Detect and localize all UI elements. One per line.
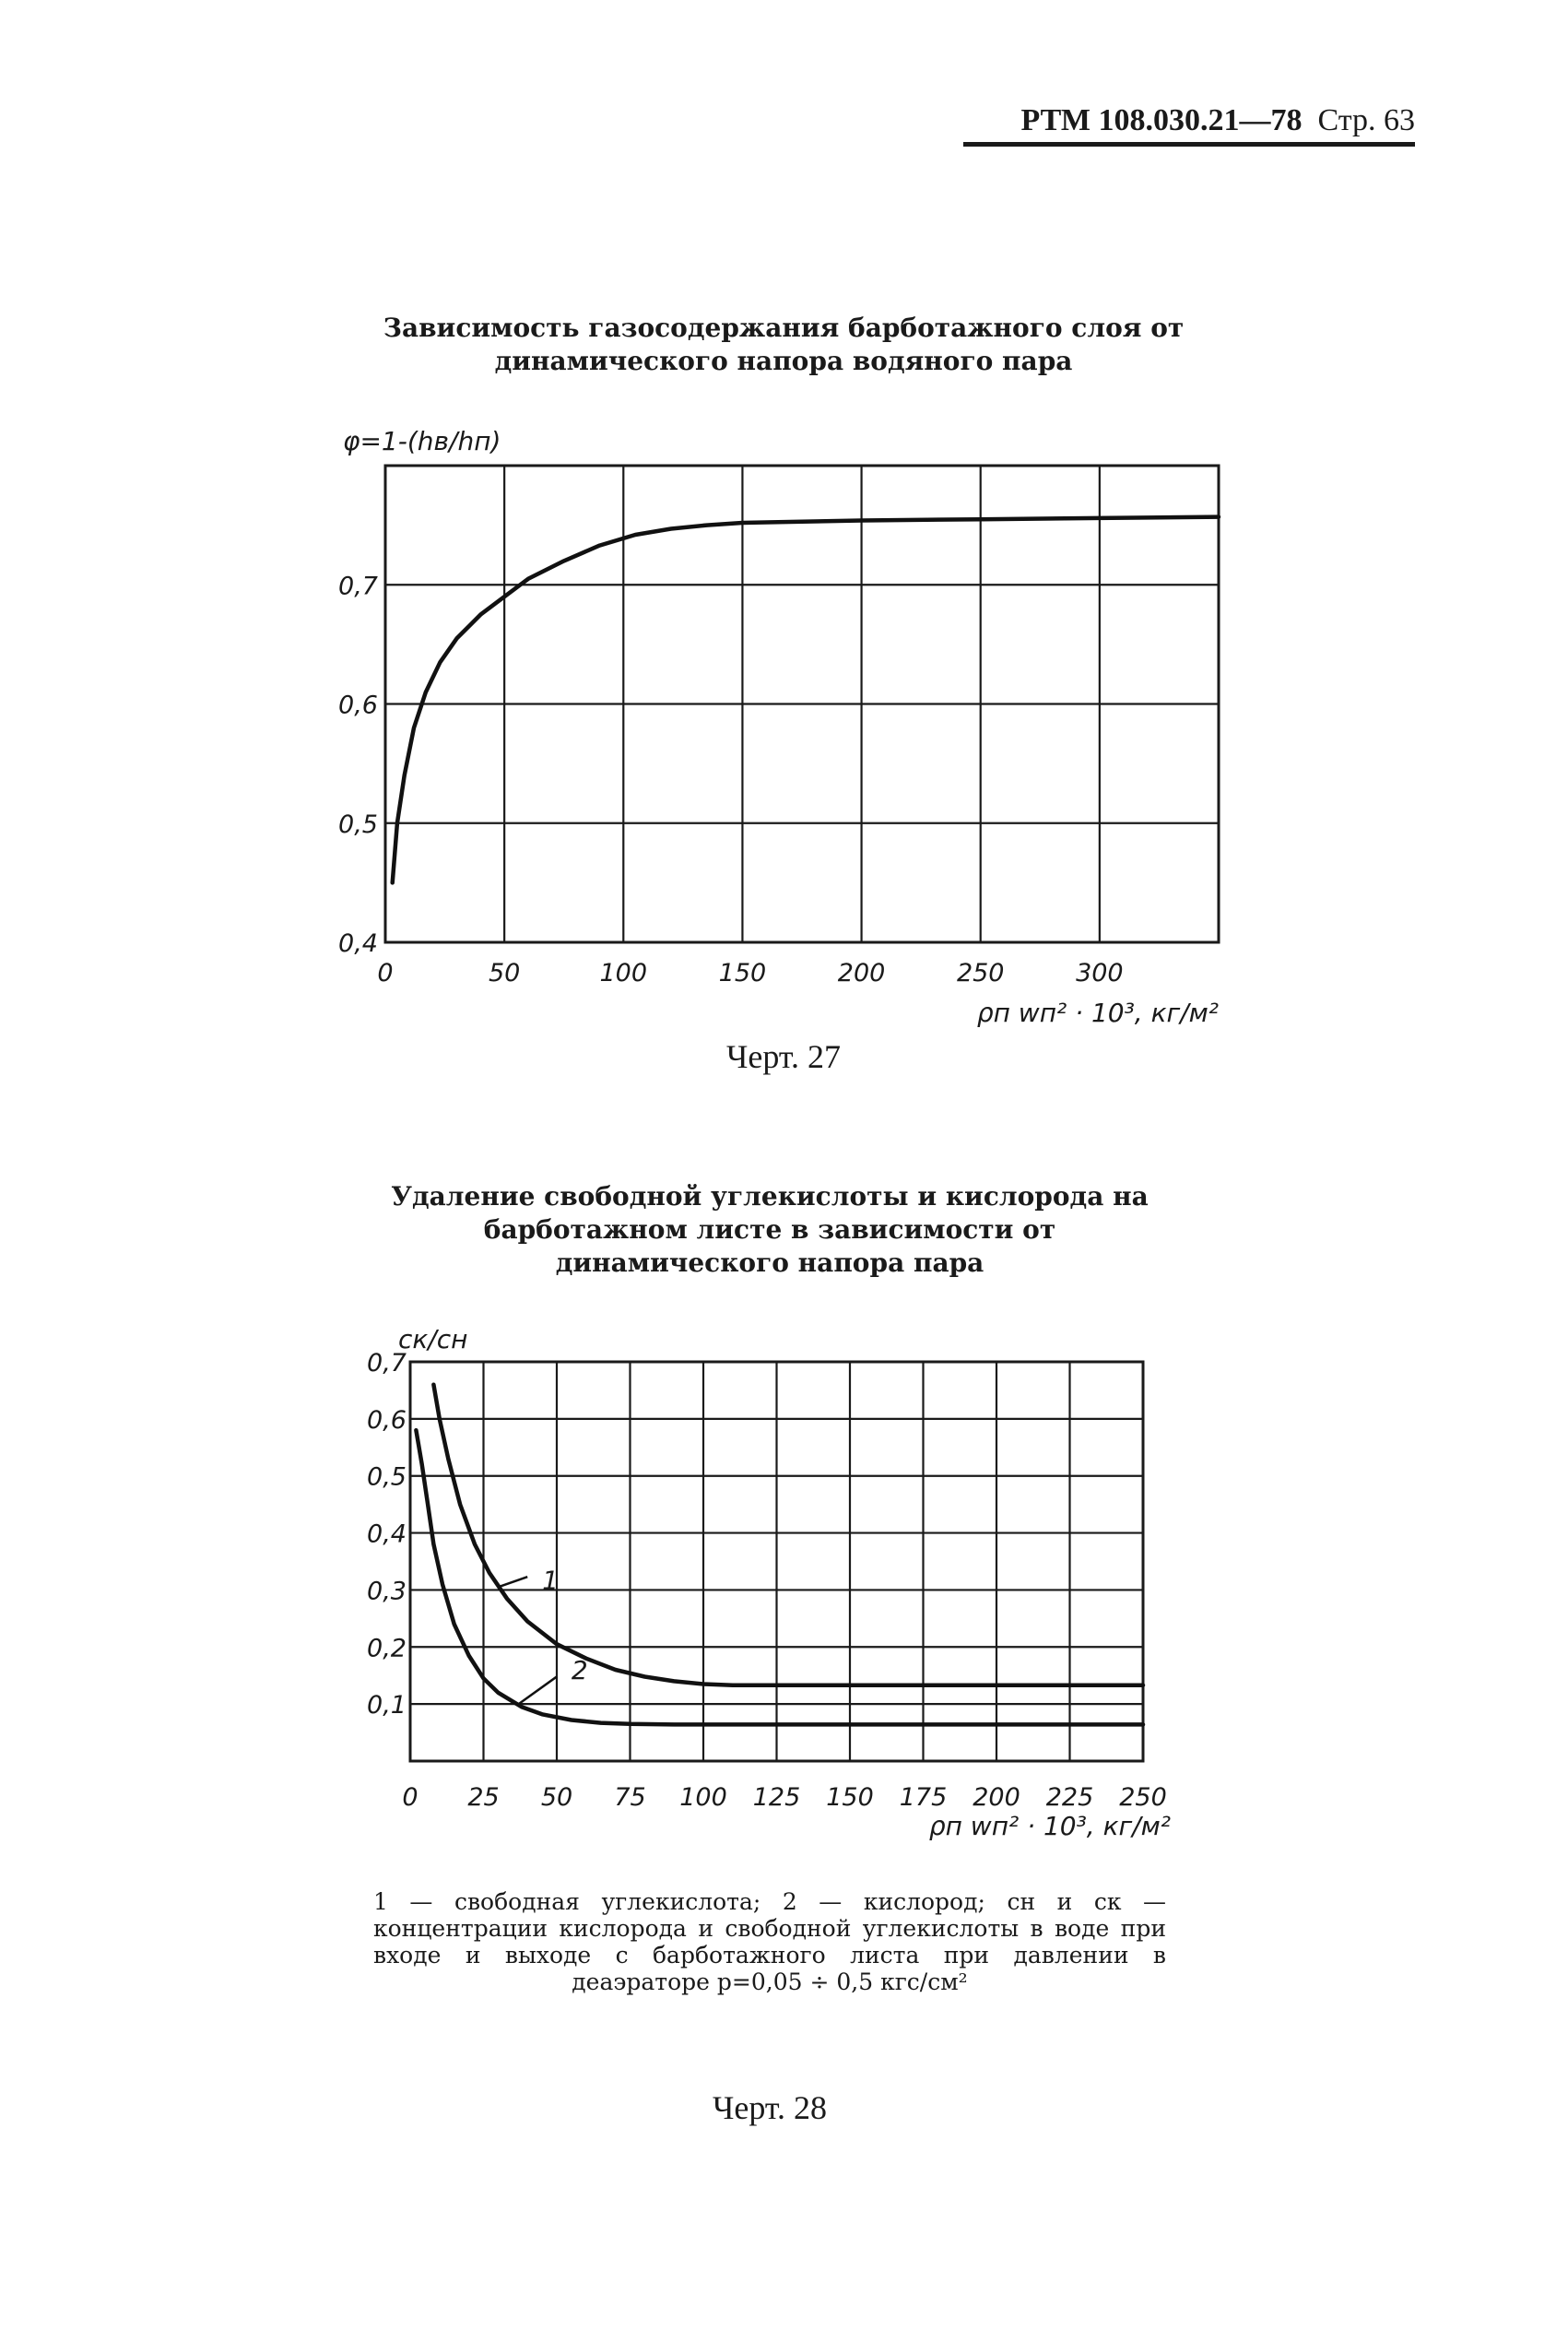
x-tick-label: 125: [752, 1783, 801, 1812]
x-tick-label: 75: [614, 1783, 646, 1812]
x-tick-label: 300: [1076, 959, 1124, 987]
x-tick-label: 225: [1045, 1783, 1094, 1812]
series-label: 2: [571, 1655, 588, 1686]
x-tick-label: 0: [377, 959, 394, 987]
page-number: Стр. 63: [1317, 103, 1415, 137]
y-tick-label: 0,5: [367, 1462, 407, 1492]
y-tick-label: 0,2: [367, 1634, 407, 1663]
x-tick-label: 25: [467, 1783, 500, 1812]
series-label-leader: [519, 1676, 557, 1704]
x-tick-label: 150: [718, 959, 767, 987]
x-tick-label: 50: [488, 959, 521, 987]
doc-code: РТМ 108.030.21—78: [1020, 103, 1303, 137]
y-tick-label: 0,6: [338, 691, 378, 720]
figure-27-caption: Черт. 27: [726, 1038, 841, 1075]
x-axis-label: ρп wп² · 10³, кг/м²: [928, 1811, 1171, 1841]
x-axis-label: ρп wп² · 10³, кг/м²: [976, 998, 1219, 1028]
figure-28-title: Удаление свободной углекислоты и кислорода на барботажном листе в зависимости от динамического напора пара: [391, 1181, 1149, 1278]
figure-28-caption: Черт. 28: [713, 2089, 827, 2126]
y-tick-label: 0,7: [338, 572, 378, 601]
y-axis-label: φ=1-(hв/hп): [343, 426, 501, 456]
x-tick-label: 100: [599, 959, 648, 987]
y-axis-label: cк/cн: [398, 1324, 468, 1354]
y-tick-label: 0,6: [367, 1405, 407, 1435]
series-label-leader: [498, 1577, 527, 1587]
y-tick-label: 0,4: [338, 929, 378, 958]
x-tick-label: 50: [540, 1783, 573, 1812]
x-tick-label: 200: [973, 1783, 1020, 1812]
y-tick-label: 0,4: [367, 1519, 407, 1549]
figure-27-title: Зависимость газосодержания барботажного слоя от динамического напора водяного пара: [383, 313, 1185, 376]
x-tick-label: 150: [826, 1783, 874, 1812]
y-tick-label: 0,7: [367, 1349, 407, 1377]
x-tick-label: 100: [679, 1783, 727, 1812]
y-tick-label: 0,1: [367, 1691, 407, 1720]
x-tick-label: 175: [899, 1783, 948, 1812]
x-tick-label: 250: [1119, 1783, 1167, 1812]
y-tick-label: 0,3: [367, 1577, 407, 1606]
x-tick-label: 0: [402, 1783, 419, 1812]
series-line-1: [433, 1385, 1143, 1685]
y-tick-label: 0,5: [338, 810, 378, 839]
series-label: 1: [542, 1565, 559, 1596]
figure-28-legend: 1 — свободная углекислота; 2 — кислород; cн и cк — концентрации кислорода и свободной углекислоты в воде при входе и выходе с барботажного листа при давлении в деаэраторе p=0,05 ÷ 0,5 кгс/см²: [373, 1888, 1166, 1995]
x-tick-label: 250: [956, 959, 1005, 987]
x-tick-label: 200: [837, 959, 886, 987]
